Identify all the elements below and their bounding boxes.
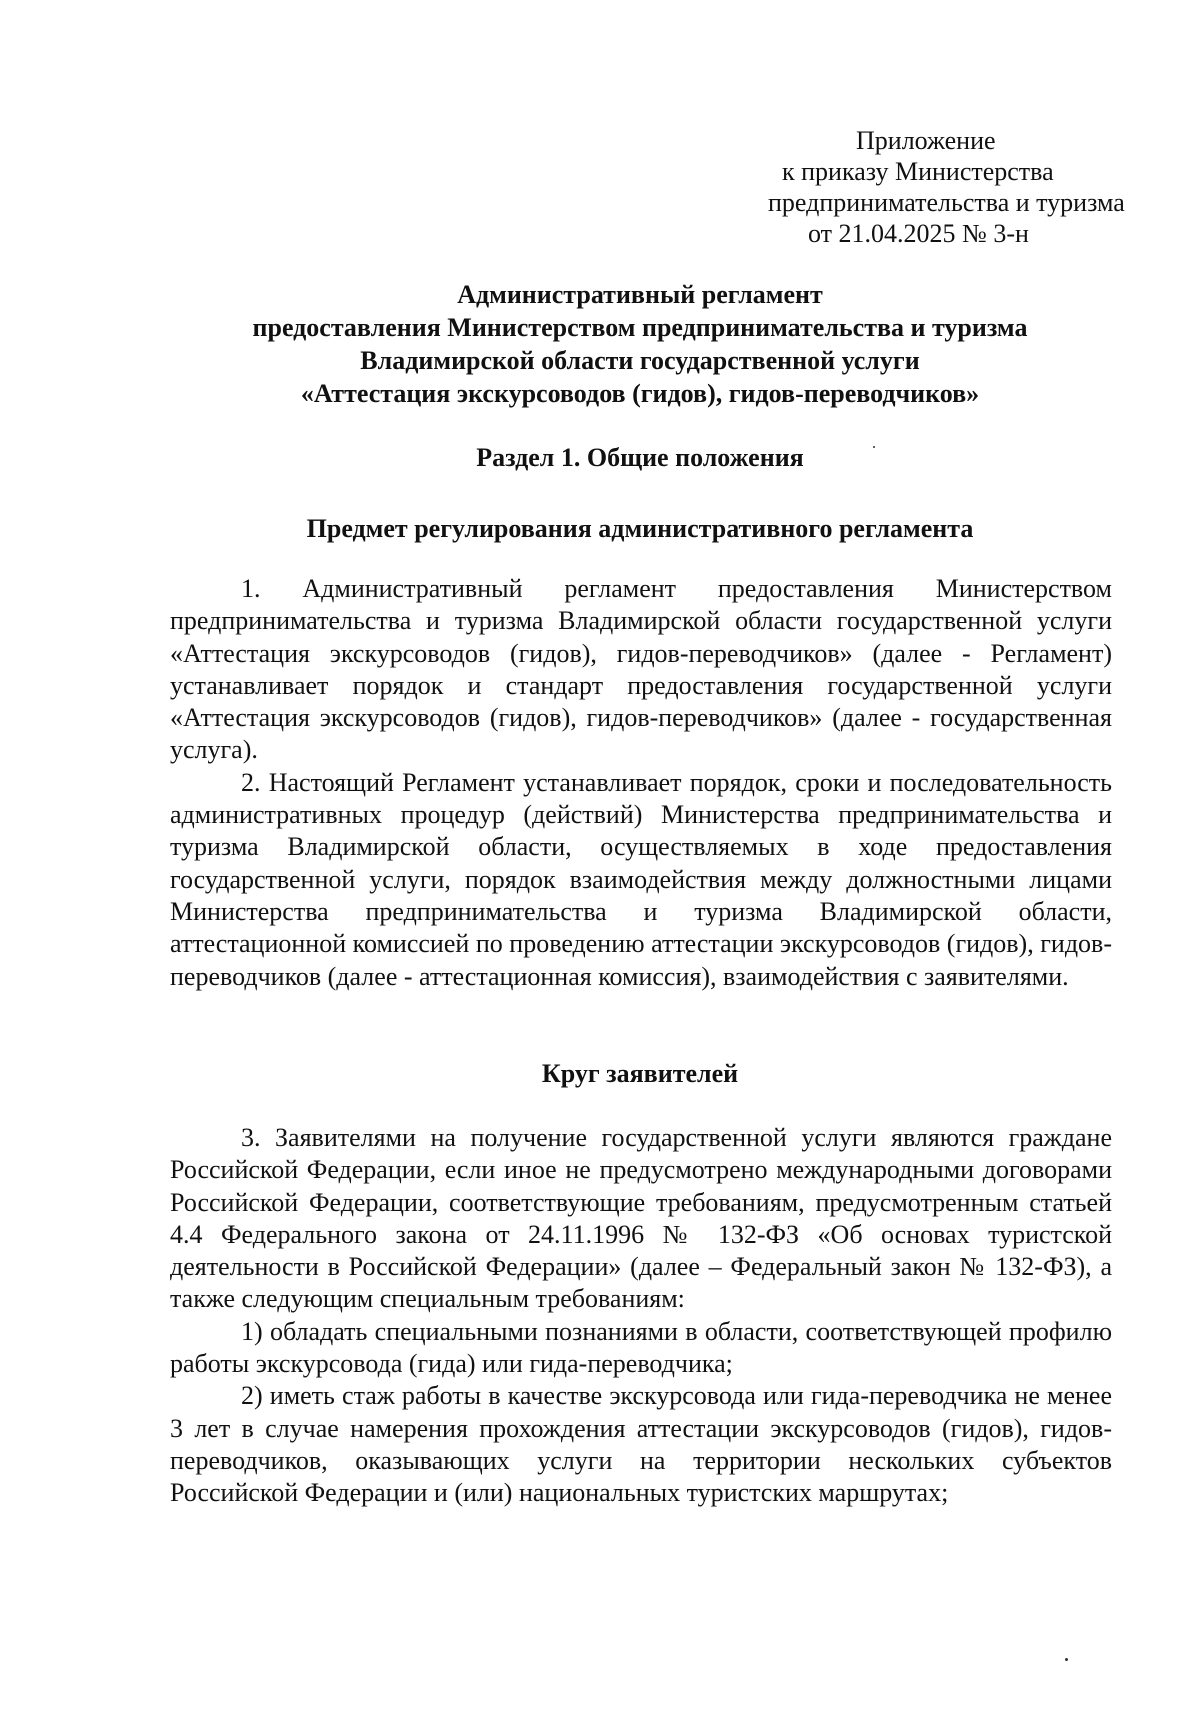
general-provisions-text — [170, 573, 1112, 993]
applicants-heading: Круг заявителей — [541, 1059, 739, 1088]
subject-heading: Предмет регулирования административного регламента — [306, 514, 974, 543]
scan-speck — [1065, 1658, 1068, 1661]
scan-speck — [873, 446, 875, 448]
title-line: «Аттестация экскурсоводов (гидов), гидов-переводчиков» — [300, 379, 980, 408]
appendix-line: Приложение — [856, 126, 996, 155]
title-line: Владимирской области государственной услуги — [360, 346, 920, 375]
applicants-text — [170, 1122, 1112, 1510]
title-line: Административный регламент — [457, 280, 823, 309]
title-line: предоставления Министерством предпринимательства и туризма — [252, 313, 1028, 342]
paragraph: 2. Настоящий Регламент устанавливает порядок, сроки и последовательность административных процедур (действий) Министерства предпринимательства и туризма Владимирской области, осуществляемых в ходе предоставления государственной услуги, порядок взаимодействия между должностными лицами Министерства предпринимательства и туризма Владимирской области, аттестационной комиссией по проведению аттестации экскурсоводов (гидов), гидов-переводчиков (далее - аттестационная комиссия), взаимодействия с заявителями. — [170, 767, 1112, 991]
section-1-heading: Раздел 1. Общие положения — [476, 443, 804, 472]
appendix-date-number: от 21.04.2025 № 3-н — [808, 219, 1029, 248]
document-title — [170, 278, 1110, 410]
appendix-line: к приказу Министерства — [782, 157, 1054, 186]
appendix-line: предпринимательства и туризма — [768, 188, 1125, 217]
paragraph: 3. Заявителями на получение государственной услуги являются граждане Российской Федерации, если иное не предусмотрено международными договорами Российской Федерации, соответствующие требованиям, предусмотренным статьей 4.4 Федерального закона от 24.11.1996 № 132-ФЗ «Об основах туристской деятельности в Российской Федерации» (далее – Федеральный закон № 132-ФЗ), а также следующим специальным требованиям: — [170, 1123, 1112, 1314]
paragraph: 1. Административный регламент предоставления Министерством предпринимательства и туризма Владимирской области государственной услуги «Аттестация экскурсоводов (гидов), гидов-переводчиков» (далее - Регламент) устанавливает порядок и стандарт предоставления государственной услуги «Аттестация экскурсоводов (гидов), гидов-переводчиков» (далее - государственная услуга). — [170, 574, 1112, 765]
appendix-stamp — [760, 125, 1180, 249]
list-item: 1) обладать специальными познаниями в области, соответствующей профилю работы экскурсовода (гида) или гида-переводчика; — [170, 1316, 1112, 1379]
list-item: 2) иметь стаж работы в качестве экскурсовода или гида-переводчика не менее 3 лет в случае намерения прохождения аттестации экскурсоводов (гидов), гидов-переводчиков, оказывающих услуги на территории нескольких субъектов Российской Федерации и (или) национальных туристских маршрутах; — [170, 1381, 1112, 1508]
